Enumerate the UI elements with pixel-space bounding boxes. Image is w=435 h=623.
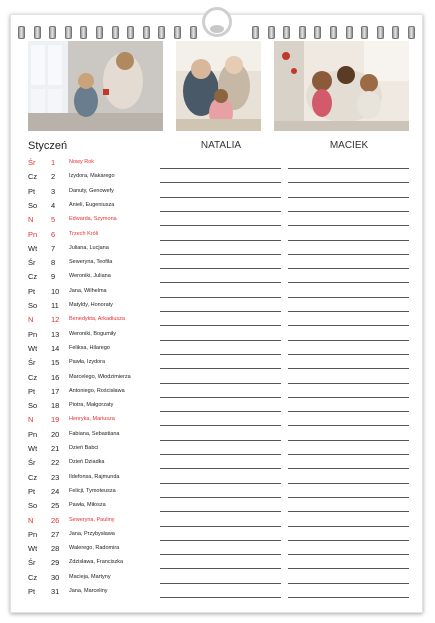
name-day-text: Anieli, Eugeniusza bbox=[69, 201, 115, 208]
write-line-natalia[interactable] bbox=[160, 225, 281, 226]
name-day-text: Juliana, Lucjana bbox=[69, 244, 109, 251]
write-line-natalia[interactable] bbox=[160, 254, 281, 255]
day-number: 16 bbox=[51, 372, 60, 382]
write-line-maciek[interactable] bbox=[288, 540, 409, 541]
name-day-text: Zdzisława, Franciszka bbox=[69, 559, 124, 566]
day-number: 24 bbox=[51, 486, 60, 496]
day-row bbox=[0, 372, 435, 386]
day-number: 18 bbox=[51, 401, 60, 411]
day-number: 5 bbox=[51, 215, 56, 225]
name-day-text: Jana, Przybysława bbox=[69, 530, 115, 537]
column-header-natalia: NATALIA bbox=[200, 140, 242, 151]
write-line-natalia[interactable] bbox=[160, 211, 281, 212]
write-line-maciek[interactable] bbox=[288, 254, 409, 255]
write-line-maciek[interactable] bbox=[288, 397, 409, 398]
binding-ring bbox=[330, 26, 337, 39]
weekday-label: Śr bbox=[28, 558, 36, 568]
binding-ring bbox=[392, 26, 399, 39]
day-number: 13 bbox=[51, 329, 60, 339]
write-line-maciek[interactable] bbox=[288, 554, 409, 555]
name-day-text: Izydora, Makarego bbox=[69, 173, 115, 180]
name-day-text: Danuty, Genowefy bbox=[69, 187, 114, 194]
day-row bbox=[0, 171, 435, 185]
binding-ring bbox=[49, 26, 56, 39]
write-line-maciek[interactable] bbox=[288, 268, 409, 269]
binding-ring bbox=[190, 26, 197, 39]
day-number: 11 bbox=[51, 301, 59, 310]
name-day-text: Weroniki, Bogumiły bbox=[69, 330, 116, 337]
day-number: 9 bbox=[51, 272, 56, 282]
write-line-maciek[interactable] bbox=[288, 354, 409, 355]
day-number: 3 bbox=[51, 186, 56, 196]
weekday-label: Pt bbox=[28, 286, 36, 296]
name-day-text: Trzech Króli bbox=[69, 230, 99, 237]
weekday-label: Wt bbox=[28, 343, 38, 353]
weekday-label: Pt bbox=[28, 486, 36, 496]
write-line-maciek[interactable] bbox=[288, 425, 409, 426]
binding-ring bbox=[346, 26, 353, 39]
weekday-label: Pn bbox=[28, 329, 38, 339]
write-line-maciek[interactable] bbox=[288, 282, 409, 283]
write-line-natalia[interactable] bbox=[160, 297, 281, 298]
write-line-maciek[interactable] bbox=[288, 568, 409, 569]
day-number: 17 bbox=[51, 386, 60, 396]
write-line-maciek[interactable] bbox=[288, 383, 409, 384]
weekday-label: Pn bbox=[28, 429, 38, 439]
day-number: 28 bbox=[51, 544, 60, 554]
day-row bbox=[0, 414, 435, 428]
day-number: 7 bbox=[51, 243, 56, 253]
name-day-text: Jana, Wilhelma bbox=[69, 287, 107, 294]
day-number: 12 bbox=[51, 315, 60, 325]
write-line-maciek[interactable] bbox=[288, 497, 409, 498]
write-line-natalia[interactable] bbox=[160, 168, 281, 169]
write-line-natalia[interactable] bbox=[160, 325, 281, 326]
day-row bbox=[0, 457, 435, 471]
write-line-natalia[interactable] bbox=[160, 425, 281, 426]
weekday-label: Pn bbox=[28, 229, 38, 239]
day-row bbox=[0, 157, 435, 171]
weekday-label: Wt bbox=[28, 444, 38, 453]
write-line-maciek[interactable] bbox=[288, 597, 409, 598]
binding-ring bbox=[174, 26, 181, 39]
day-number: 27 bbox=[51, 529, 60, 539]
day-row bbox=[0, 271, 435, 285]
write-line-natalia[interactable] bbox=[160, 397, 281, 398]
write-line-natalia[interactable] bbox=[160, 468, 281, 469]
column-header-maciek: MACIEK bbox=[329, 140, 369, 151]
day-number: 19 bbox=[51, 415, 60, 425]
write-line-natalia[interactable] bbox=[160, 568, 281, 569]
weekday-label: Wt bbox=[28, 544, 38, 554]
name-day-text: Fabiana, Sebastiana bbox=[69, 430, 120, 437]
write-line-maciek[interactable] bbox=[288, 211, 409, 212]
day-row bbox=[0, 343, 435, 357]
write-line-natalia[interactable] bbox=[160, 454, 281, 455]
write-line-natalia[interactable] bbox=[160, 340, 281, 341]
write-line-maciek[interactable] bbox=[288, 297, 409, 298]
write-line-natalia[interactable] bbox=[160, 597, 281, 598]
write-line-maciek[interactable] bbox=[288, 526, 409, 527]
name-day-text: Seweryna, Pauliny bbox=[69, 516, 115, 523]
name-day-text: Antoniego, Rościsława bbox=[69, 387, 125, 394]
name-day-text: Matyldy, Honoraty bbox=[69, 302, 113, 308]
binding-ring bbox=[112, 26, 119, 39]
name-day-text: Walerego, Radomira bbox=[69, 545, 120, 552]
day-row bbox=[0, 515, 435, 529]
weekday-label: Śr bbox=[28, 158, 36, 167]
name-day-text: Weroniki, Juliana bbox=[69, 273, 111, 280]
day-row bbox=[0, 214, 435, 228]
day-number: 15 bbox=[51, 358, 60, 368]
write-line-natalia[interactable] bbox=[160, 483, 281, 484]
month-title: Styczeń bbox=[28, 140, 68, 152]
binding-ring bbox=[65, 26, 72, 39]
day-row bbox=[0, 543, 435, 557]
day-number: 20 bbox=[51, 429, 60, 439]
weekday-label: N bbox=[28, 215, 34, 225]
day-row bbox=[0, 443, 435, 457]
write-line-maciek[interactable] bbox=[288, 311, 409, 312]
day-row bbox=[0, 329, 435, 343]
weekday-label: Śr bbox=[28, 358, 36, 368]
write-line-natalia[interactable] bbox=[160, 197, 281, 198]
day-number: 22 bbox=[51, 458, 60, 468]
weekday-label: Pt bbox=[28, 386, 36, 396]
write-line-natalia[interactable] bbox=[160, 497, 281, 498]
binding-ring bbox=[18, 26, 25, 39]
name-day-text: Ildefonsa, Rajmunda bbox=[69, 473, 120, 480]
day-row bbox=[0, 243, 435, 257]
day-number: 30 bbox=[51, 572, 60, 582]
write-line-maciek[interactable] bbox=[288, 225, 409, 226]
write-line-natalia[interactable] bbox=[160, 182, 281, 183]
write-line-maciek[interactable] bbox=[288, 468, 409, 469]
name-day-text: Edwarda, Szymona bbox=[69, 216, 117, 223]
write-line-maciek[interactable] bbox=[288, 368, 409, 369]
family-photo-window bbox=[28, 41, 163, 131]
weekday-label: N bbox=[28, 315, 34, 325]
family-photo-grandparents bbox=[176, 41, 261, 131]
name-day-text: Marcelego, Włodzimierza bbox=[69, 373, 131, 380]
binding-ring bbox=[127, 26, 134, 39]
weekday-label: Cz bbox=[28, 272, 38, 282]
day-number: 31 bbox=[51, 587, 60, 596]
weekday-label: Pt bbox=[28, 186, 36, 196]
binding-ring bbox=[158, 26, 165, 39]
day-number: 25 bbox=[51, 501, 60, 511]
binding-ring bbox=[96, 26, 103, 39]
write-line-maciek[interactable] bbox=[288, 197, 409, 198]
day-number: 1 bbox=[51, 158, 56, 167]
write-line-natalia[interactable] bbox=[160, 511, 281, 512]
weekday-label: Cz bbox=[28, 472, 38, 482]
write-line-maciek[interactable] bbox=[288, 411, 409, 412]
day-row bbox=[0, 586, 435, 600]
write-line-maciek[interactable] bbox=[288, 454, 409, 455]
day-number: 21 bbox=[51, 444, 60, 453]
binding-ring bbox=[252, 26, 259, 39]
weekday-label: Wt bbox=[28, 243, 38, 253]
write-line-natalia[interactable] bbox=[160, 583, 281, 584]
name-day-text: Dzień Babci bbox=[69, 445, 99, 451]
write-line-maciek[interactable] bbox=[288, 340, 409, 341]
write-line-maciek[interactable] bbox=[288, 440, 409, 441]
write-line-natalia[interactable] bbox=[160, 411, 281, 412]
name-day-text: Nowy Rok bbox=[69, 159, 95, 165]
day-row bbox=[0, 486, 435, 500]
write-line-natalia[interactable] bbox=[160, 311, 281, 312]
write-line-natalia[interactable] bbox=[160, 383, 281, 384]
write-line-natalia[interactable] bbox=[160, 354, 281, 355]
weekday-label: Śr bbox=[28, 458, 36, 468]
day-number: 26 bbox=[51, 515, 60, 525]
weekday-label: So bbox=[28, 401, 38, 411]
binding-ring bbox=[314, 26, 321, 39]
family-photo-christmas bbox=[274, 41, 409, 131]
weekday-label: Cz bbox=[28, 372, 38, 382]
write-line-natalia[interactable] bbox=[160, 526, 281, 527]
weekday-label: Cz bbox=[28, 172, 38, 182]
weekday-label: So bbox=[28, 501, 38, 511]
weekday-label: So bbox=[28, 301, 38, 310]
binding-ring bbox=[34, 26, 41, 39]
binding-ring bbox=[283, 26, 290, 39]
day-number: 8 bbox=[51, 258, 56, 268]
binding-ring bbox=[299, 26, 306, 39]
day-number: 23 bbox=[51, 472, 60, 482]
binding-ring bbox=[377, 26, 384, 39]
write-line-natalia[interactable] bbox=[160, 440, 281, 441]
name-day-text: Seweryna, Teofila bbox=[69, 259, 113, 266]
weekday-label: Pn bbox=[28, 529, 38, 539]
weekday-label: Cz bbox=[28, 572, 38, 582]
day-row bbox=[0, 429, 435, 443]
write-line-natalia[interactable] bbox=[160, 282, 281, 283]
write-line-maciek[interactable] bbox=[288, 325, 409, 326]
binding-ring bbox=[80, 26, 87, 39]
weekday-label: N bbox=[28, 515, 34, 525]
day-row bbox=[0, 400, 435, 414]
write-line-natalia[interactable] bbox=[160, 368, 281, 369]
write-line-natalia[interactable] bbox=[160, 540, 281, 541]
day-row bbox=[0, 386, 435, 400]
day-row bbox=[0, 472, 435, 486]
name-day-text: Dzień Dziadka bbox=[69, 459, 105, 466]
weekday-label: Śr bbox=[28, 258, 36, 268]
name-day-text: Henryka, Mariusza bbox=[69, 416, 115, 423]
hanger-hole bbox=[210, 25, 224, 33]
day-row bbox=[0, 300, 435, 314]
name-day-text: Felicji, Tymoteusza bbox=[69, 487, 116, 494]
binding-ring bbox=[143, 26, 150, 39]
name-day-text: Pawła, Izydora bbox=[69, 359, 106, 366]
day-row bbox=[0, 500, 435, 514]
name-day-text: Benedykta, Arkadiusza bbox=[69, 316, 125, 323]
day-row bbox=[0, 314, 435, 328]
weekday-label: Pt bbox=[28, 587, 36, 596]
write-line-maciek[interactable] bbox=[288, 483, 409, 484]
weekday-label: N bbox=[28, 415, 34, 425]
day-row bbox=[0, 286, 435, 300]
write-line-natalia[interactable] bbox=[160, 554, 281, 555]
write-line-maciek[interactable] bbox=[288, 511, 409, 512]
name-day-text: Feliksa, Hilarego bbox=[69, 344, 110, 351]
weekday-label: So bbox=[28, 200, 38, 210]
day-row bbox=[0, 557, 435, 571]
write-line-maciek[interactable] bbox=[288, 583, 409, 584]
binding-ring bbox=[268, 26, 275, 39]
name-day-text: Piotra, Małgorzaty bbox=[69, 402, 114, 409]
write-line-natalia[interactable] bbox=[160, 240, 281, 241]
write-line-maciek[interactable] bbox=[288, 240, 409, 241]
day-row bbox=[0, 529, 435, 543]
day-number: 4 bbox=[51, 200, 56, 210]
day-number: 2 bbox=[51, 172, 56, 182]
binding-ring bbox=[408, 26, 415, 39]
write-line-maciek[interactable] bbox=[288, 168, 409, 169]
day-row bbox=[0, 186, 435, 200]
name-day-text: Macieja, Martyny bbox=[69, 573, 111, 580]
day-row bbox=[0, 229, 435, 243]
name-day-text: Jana, Marceliny bbox=[69, 588, 108, 594]
binding-ring bbox=[361, 26, 368, 39]
name-day-text: Pawła, Miłosza bbox=[69, 502, 106, 509]
day-number: 6 bbox=[51, 229, 56, 239]
day-row bbox=[0, 257, 435, 271]
day-number: 10 bbox=[51, 286, 60, 296]
day-row bbox=[0, 357, 435, 371]
day-row bbox=[0, 572, 435, 586]
write-line-natalia[interactable] bbox=[160, 268, 281, 269]
write-line-maciek[interactable] bbox=[288, 182, 409, 183]
day-number: 29 bbox=[51, 558, 60, 568]
day-number: 14 bbox=[51, 343, 60, 353]
day-row bbox=[0, 200, 435, 214]
